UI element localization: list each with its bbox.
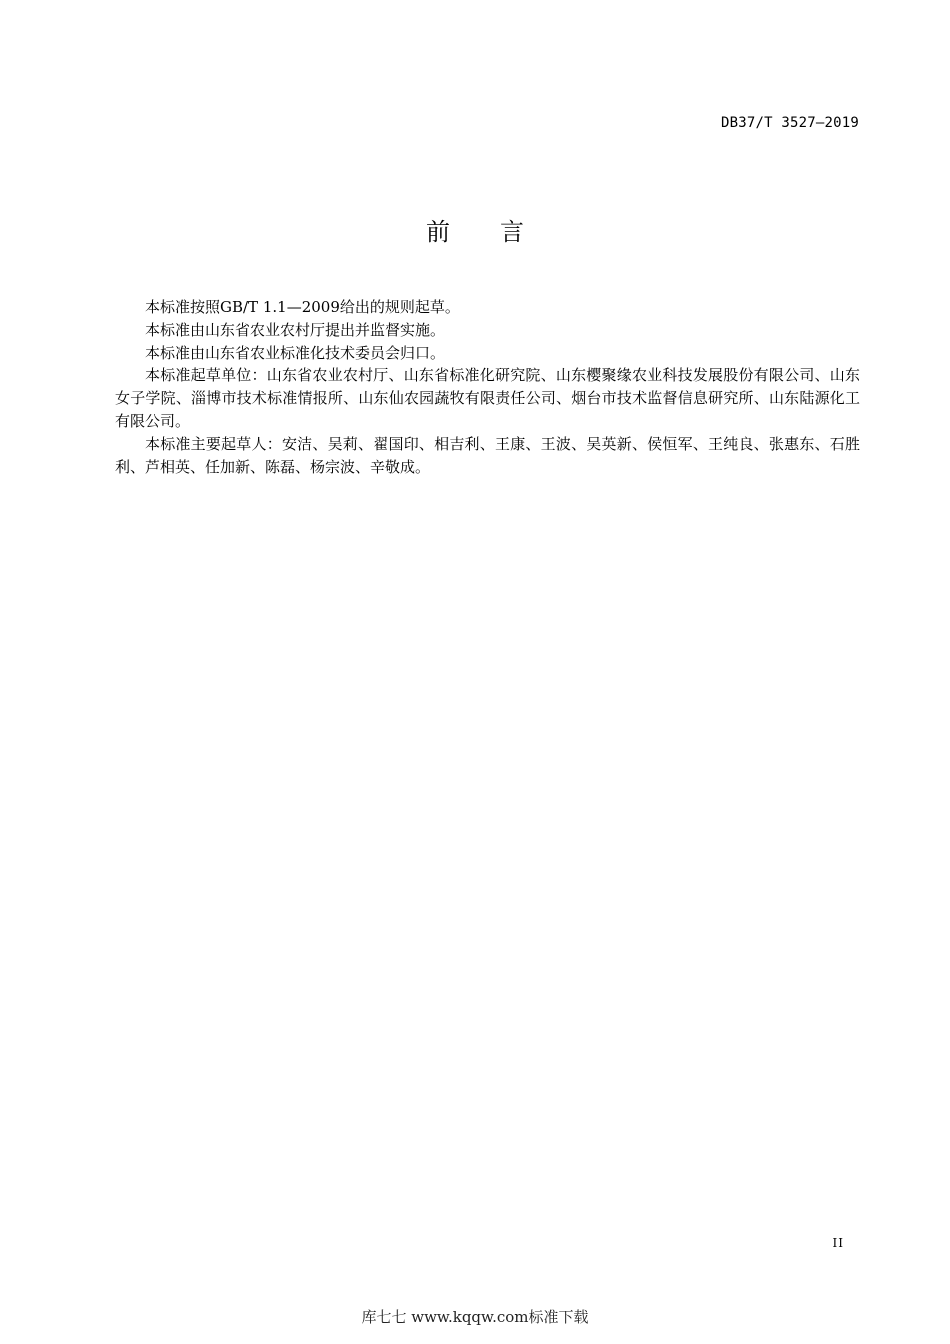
document-code: DB37/T 3527—2019 [720, 115, 859, 131]
foreword-body [115, 296, 860, 478]
paragraph-proposer: 本标准由山东省农业农村厅提出并监督实施。 [145, 320, 446, 339]
title-char-1: 前 [426, 218, 450, 246]
title-char-2: 言 [500, 218, 524, 246]
page-title [0, 212, 950, 247]
paragraph-drafting-units: 本标准起草单位：山东省农业农村厅、山东省标准化研究院、山东樱聚缘农业科技发展股份有限公司、山东女子学院、淄博市技术标准情报所、山东仙农园蔬牧有限责任公司、烟台市技术监督信息研究所、山东陆源化工有限公司。 [115, 366, 860, 430]
paragraph-centralized-unit: 本标准由山东省农业标准化技术委员会归口。 [145, 343, 446, 362]
paragraph-drafters: 本标准主要起草人：安洁、吴莉、翟国印、相吉利、王康、王波、吴英新、侯恒军、王纯良、张惠东、石胜利、芦相英、任加新、陈磊、杨宗波、辛敬成。 [115, 434, 860, 476]
paragraph-drafting-rules: 本标准按照GB/T 1.1—2009给出的规则起草。 [145, 298, 460, 316]
footer-watermark: 库七七 www.kqqw.com标准下载 [361, 1308, 589, 1326]
page-number: II [832, 1236, 844, 1250]
